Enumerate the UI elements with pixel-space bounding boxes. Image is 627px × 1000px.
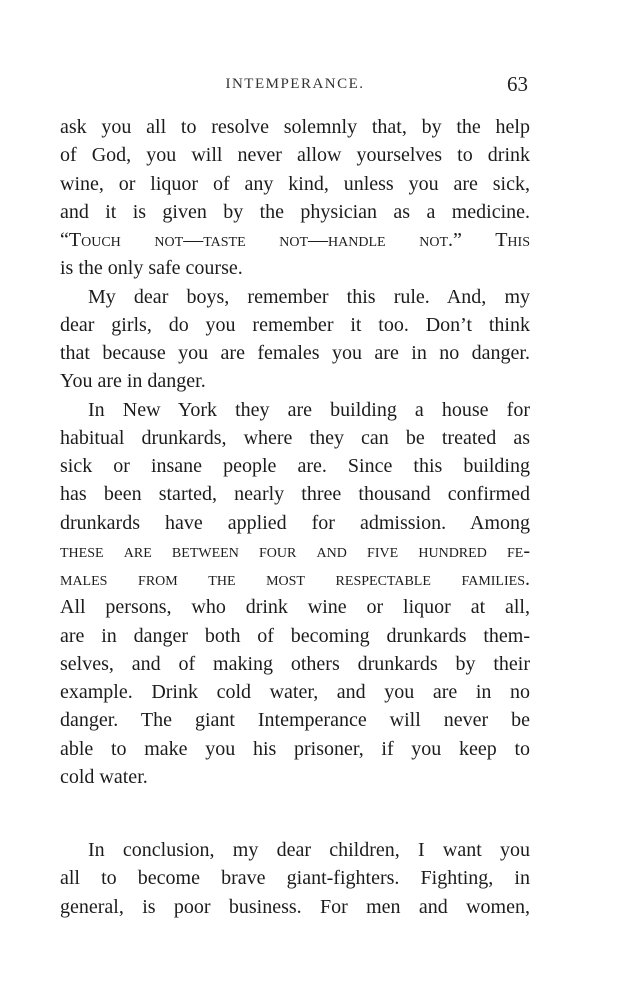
text-line: that because you are females you are in no danger.: [60, 342, 530, 364]
text-line: has been started, nearly three thousand confirmed: [60, 483, 530, 506]
text-line: males from the most respectable families.: [60, 568, 530, 590]
text-line: dear girls, do you remember it too. Don’t think: [60, 313, 530, 336]
text-line: You are in danger.: [60, 370, 206, 393]
running-title: INTEMPERANCE.: [225, 76, 365, 92]
text-line: is the only safe course.: [60, 257, 243, 280]
text-line: these are between four and five hundred fe-: [60, 539, 530, 562]
book-page: [60, 0, 530, 1000]
text-line: wine, or liquor of any kind, unless you are sick,: [60, 172, 530, 195]
text-line: drunkards have applied for admission. Among: [60, 511, 530, 534]
text-line: My dear boys, remember this rule. And, my: [88, 285, 530, 308]
text-line: All persons, who drink wine or liquor at all,: [60, 596, 530, 619]
text-line: able to make you his prisoner, if you keep to: [60, 737, 530, 760]
text-line: habitual drunkards, where they can be treated as: [60, 426, 530, 449]
text-line: In New York they are building a house for: [88, 398, 530, 421]
text-line: In conclusion, my dear children, I want you: [88, 839, 530, 861]
text-line: all to become brave giant-fighters. Fighting, in: [60, 867, 530, 890]
text-line: sick or insane people are. Since this building: [60, 455, 530, 477]
text-line: general, is poor business. For men and women,: [60, 895, 530, 918]
body-text: [60, 113, 530, 921]
paragraph-gap: [60, 791, 530, 836]
text-line: “Touch not—taste not—handle not.” This: [60, 229, 530, 251]
text-line: and it is given by the physician as a medicine.: [60, 200, 530, 223]
text-line: danger. The giant Intemperance will never be: [60, 709, 530, 732]
text-line: of God, you will never allow yourselves to drink: [60, 144, 530, 167]
text-line: are in danger both of becoming drunkards them-: [60, 624, 530, 647]
page-number: 63: [507, 72, 528, 96]
running-head: [60, 72, 530, 102]
text-line: ask you all to resolve solemnly that, by the help: [60, 116, 530, 138]
text-line: cold water.: [60, 765, 148, 788]
text-line: example. Drink cold water, and you are in no: [60, 681, 530, 703]
text-line: selves, and of making others drunkards by their: [60, 652, 530, 675]
